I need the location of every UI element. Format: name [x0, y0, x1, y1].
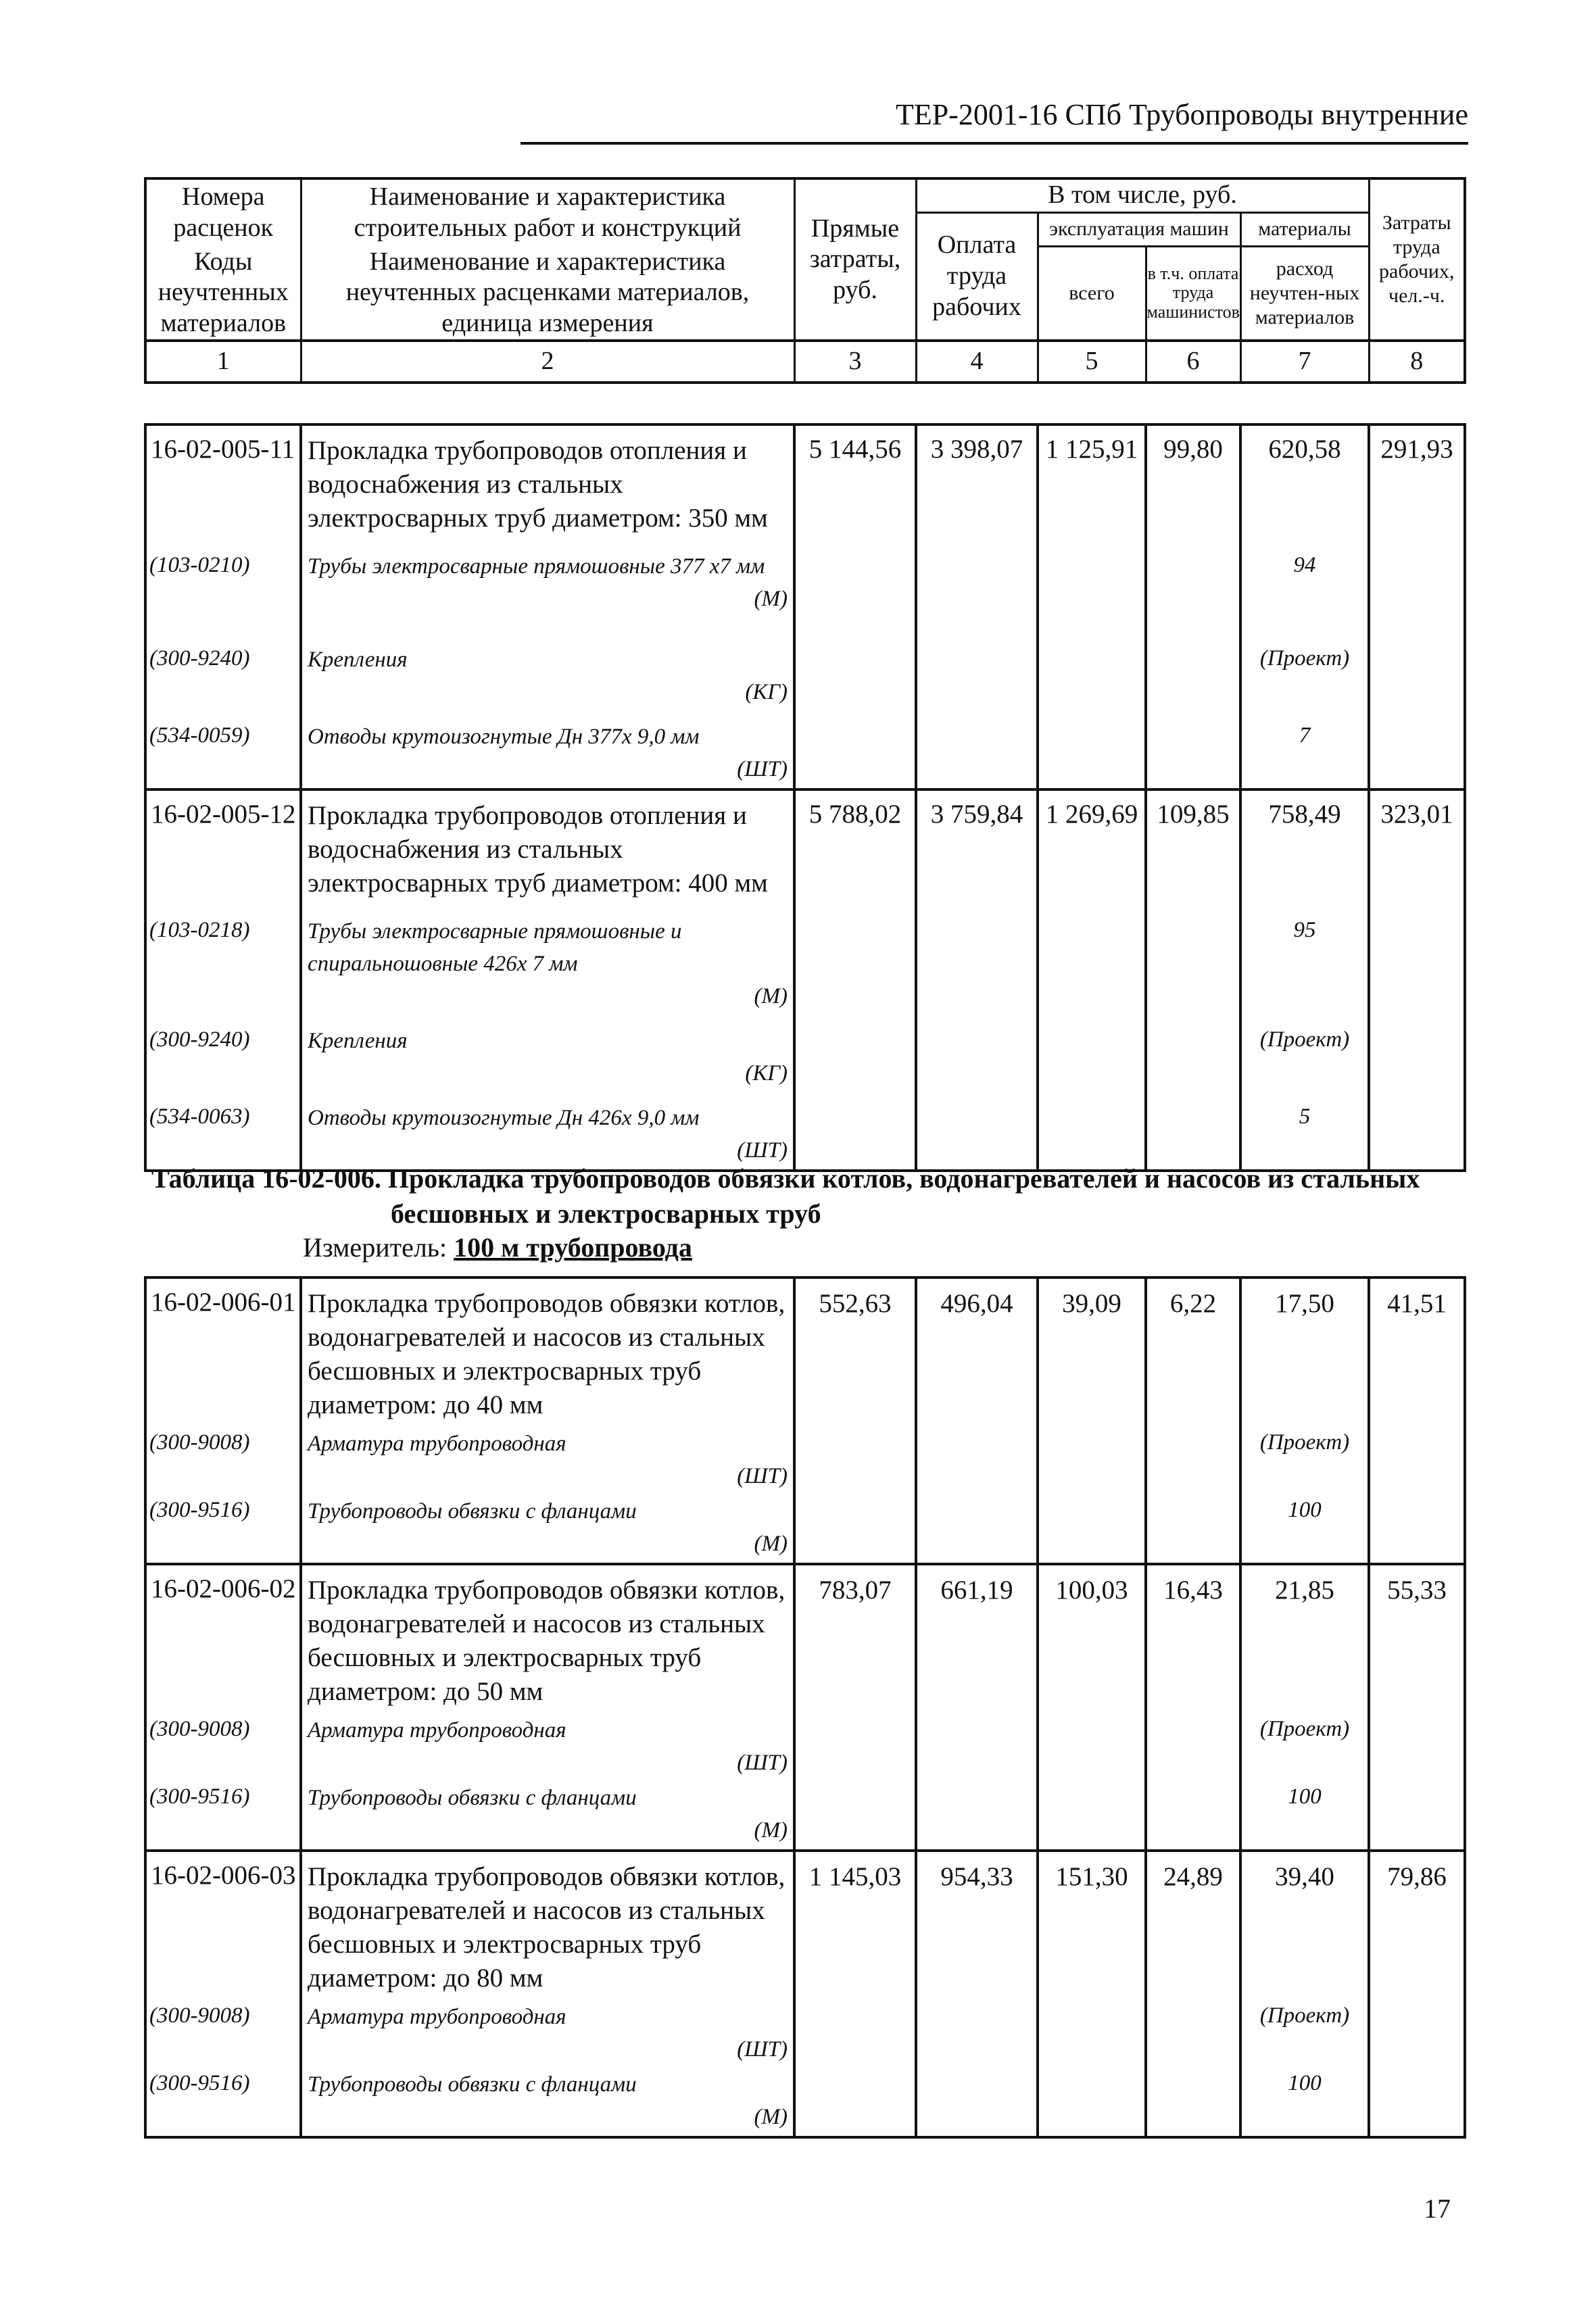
material-code: (300-9008) [145, 2001, 301, 2068]
material-qty: 5 [1240, 1092, 1369, 1171]
meter-label: Измеритель: [303, 1232, 448, 1263]
material-name: Крепления (КГ) [301, 1015, 794, 1092]
header-rate-numbers: Номера расценок [145, 178, 301, 246]
material-qty: (Проект) [1240, 1015, 1369, 1092]
material-code: (534-0063) [145, 1092, 301, 1171]
material-code: (103-0218) [145, 906, 301, 1015]
machines-total: 1 125,91 [1038, 424, 1146, 541]
header-materials: материалы [1240, 212, 1369, 246]
material-name: Арматура трубопроводная (ШТ) [301, 2001, 794, 2068]
labor-hours: 291,93 [1369, 424, 1465, 541]
material-qty: 94 [1240, 541, 1369, 634]
rate-name: Прокладка трубопроводов отопления и водоснабжения из стальных электросварных труб диаметром: 400 мм [301, 789, 794, 906]
material-name: Отводы крутоизогнутые Дн 426х 9,0 мм (ШТ) [301, 1092, 794, 1171]
column-number: 6 [1146, 341, 1240, 383]
material-name: Трубы электросварные прямошовные и спиральношовные 426х 7 мм (М) [301, 906, 794, 1015]
material-unit: (М) [754, 1532, 788, 1556]
material-qty: (Проект) [1240, 634, 1369, 711]
resource-row [145, 634, 1465, 711]
header-labor-hours: Затраты труда рабочих, чел.-ч. [1369, 178, 1465, 341]
machinist-pay: 109,85 [1146, 789, 1240, 906]
labor-hours: 55,33 [1369, 1564, 1465, 1714]
caption-line: бесшовных и электросварных труб [391, 1198, 821, 1229]
rate-name: Прокладка трубопроводов отопления и водоснабжения из стальных электросварных труб диаметром: 350 мм [301, 424, 794, 541]
material-name: Трубопроводы обвязки с фланцами (М) [301, 2068, 794, 2137]
resource-row [145, 906, 1465, 1015]
header-material-names: Наименование и характеристика неучтенных расценками материалов, единица измерения [301, 246, 794, 341]
machines-total: 1 269,69 [1038, 789, 1146, 906]
resource-row [145, 541, 1465, 634]
resource-row [145, 2001, 1465, 2068]
header-machines-total: всего [1038, 246, 1146, 341]
material-code: (300-9240) [145, 1015, 301, 1092]
header-unaccounted-materials: расход неучтен-ных материалов [1240, 246, 1369, 341]
material-name: Трубы электросварные прямошовные 377 х7 мм (М) [301, 541, 794, 634]
material-unit: (ШТ) [737, 757, 788, 781]
document-title: ТЕР-2001-16 СПб Трубопроводы внутренние [896, 98, 1468, 131]
material-code: (300-9516) [145, 1495, 301, 1564]
material-name: Отводы крутоизогнутые Дн 377х 9,0 мм (ШТ) [301, 711, 794, 789]
material-code: (534-0059) [145, 711, 301, 789]
column-number: 1 [145, 341, 301, 383]
labor-pay: 3 398,07 [916, 424, 1038, 541]
machinist-pay: 99,80 [1146, 424, 1240, 541]
material-qty: 7 [1240, 711, 1369, 789]
material-name: Арматура трубопроводная (ШТ) [301, 1714, 794, 1782]
column-number: 3 [794, 341, 916, 383]
table-row [145, 1277, 1465, 1428]
rate-name: Прокладка трубопроводов обвязки котлов, водонагревателей и насосов из стальных бесшовных и электросварных труб диаметром: до 80 мм [301, 1851, 794, 2001]
page-header [521, 88, 1468, 145]
labor-pay: 661,19 [916, 1564, 1038, 1714]
machinist-pay: 6,22 [1146, 1277, 1240, 1428]
table-row [145, 1851, 1465, 2001]
rate-code: 16-02-006-02 [145, 1564, 301, 1714]
resource-row [145, 1428, 1465, 1495]
material-unit: (М) [754, 587, 788, 611]
material-unit: (М) [754, 2105, 788, 2129]
material-qty: (Проект) [1240, 1428, 1369, 1495]
rate-code: 16-02-005-12 [145, 789, 301, 906]
table-caption [151, 1161, 1436, 1232]
material-name: Крепления (КГ) [301, 634, 794, 711]
labor-hours: 79,86 [1369, 1851, 1465, 2001]
column-number: 5 [1038, 341, 1146, 383]
material-name: Арматура трубопроводная (ШТ) [301, 1428, 794, 1495]
material-unit: (ШТ) [737, 1138, 788, 1163]
material-code: (300-9008) [145, 1714, 301, 1782]
material-unit: (М) [754, 984, 788, 1008]
material-unit: (ШТ) [737, 1751, 788, 1775]
header-work-name: Наименование и характеристика строительных работ и конструкций [301, 178, 794, 246]
rates-table-16-02-006 [144, 1276, 1466, 2139]
direct-costs: 5 144,56 [794, 424, 916, 541]
material-name: Трубопроводы обвязки с фланцами (М) [301, 1782, 794, 1851]
rate-code: 16-02-005-11 [145, 424, 301, 541]
column-number: 7 [1240, 341, 1369, 383]
material-code: (300-9008) [145, 1428, 301, 1495]
material-qty: 100 [1240, 2068, 1369, 2137]
material-qty: 100 [1240, 1782, 1369, 1851]
resource-row [145, 711, 1465, 789]
header-direct-costs: Прямые затраты, руб. [794, 178, 916, 341]
material-unit: (М) [754, 1818, 788, 1843]
direct-costs: 1 145,03 [794, 1851, 916, 2001]
rates-table-16-02-005 [144, 423, 1466, 1172]
header-machinist-pay: в т.ч. оплата труда машинистов [1146, 246, 1240, 341]
material-qty: (Проект) [1240, 1714, 1369, 1782]
labor-hours: 323,01 [1369, 789, 1465, 906]
materials-cost: 620,58 [1240, 424, 1369, 541]
header-material-codes: Коды неучтенных материалов [145, 246, 301, 341]
header-including: В том числе, руб. [916, 178, 1369, 212]
resource-row [145, 1092, 1465, 1171]
rate-name: Прокладка трубопроводов обвязки котлов, водонагревателей и насосов из стальных бесшовных и электросварных труб диаметром: до 40 мм [301, 1277, 794, 1428]
meter-value: 100 м трубопровода [454, 1232, 692, 1263]
table-row [145, 1564, 1465, 1714]
rate-code: 16-02-006-01 [145, 1277, 301, 1428]
material-qty: (Проект) [1240, 2001, 1369, 2068]
rate-name: Прокладка трубопроводов обвязки котлов, водонагревателей и насосов из стальных бесшовных и электросварных труб диаметром: до 50 мм [301, 1564, 794, 1714]
column-number: 8 [1369, 341, 1465, 383]
resource-row [145, 1495, 1465, 1564]
machines-total: 100,03 [1038, 1564, 1146, 1714]
material-unit: (ШТ) [737, 2037, 788, 2062]
caption-line: Таблица 16-02-006. Прокладка трубопроводов обвязки котлов, водонагревателей и насосов из стальных [151, 1163, 1420, 1194]
page-number: 17 [1424, 2193, 1451, 2224]
material-unit: (ШТ) [737, 1464, 788, 1488]
labor-pay: 954,33 [916, 1851, 1038, 2001]
materials-cost: 758,49 [1240, 789, 1369, 906]
column-number: 4 [916, 341, 1038, 383]
machinist-pay: 24,89 [1146, 1851, 1240, 2001]
direct-costs: 552,63 [794, 1277, 916, 1428]
material-qty: 95 [1240, 906, 1369, 1015]
material-qty: 100 [1240, 1495, 1369, 1564]
column-number: 2 [301, 341, 794, 383]
material-code: (103-0210) [145, 541, 301, 634]
material-unit: (КГ) [745, 680, 788, 704]
resource-row [145, 1015, 1465, 1092]
direct-costs: 5 788,02 [794, 789, 916, 906]
resource-row [145, 1714, 1465, 1782]
labor-hours: 41,51 [1369, 1277, 1465, 1428]
materials-cost: 39,40 [1240, 1851, 1369, 2001]
material-unit: (КГ) [745, 1061, 788, 1086]
material-code: (300-9516) [145, 2068, 301, 2137]
resource-row [145, 2068, 1465, 2137]
direct-costs: 783,07 [794, 1564, 916, 1714]
table-header [144, 177, 1466, 384]
labor-pay: 496,04 [916, 1277, 1038, 1428]
rate-code: 16-02-006-03 [145, 1851, 301, 2001]
machines-total: 39,09 [1038, 1277, 1146, 1428]
header-machines: эксплуатация машин [1038, 212, 1240, 246]
material-code: (300-9516) [145, 1782, 301, 1851]
materials-cost: 17,50 [1240, 1277, 1369, 1428]
machines-total: 151,30 [1038, 1851, 1146, 2001]
table-row [145, 424, 1465, 541]
material-code: (300-9240) [145, 634, 301, 711]
measurement-unit [303, 1232, 692, 1263]
header-labor-pay: Оплата труда рабочих [916, 212, 1038, 341]
materials-cost: 21,85 [1240, 1564, 1369, 1714]
material-name: Трубопроводы обвязки с фланцами (М) [301, 1495, 794, 1564]
table-row [145, 789, 1465, 906]
machinist-pay: 16,43 [1146, 1564, 1240, 1714]
labor-pay: 3 759,84 [916, 789, 1038, 906]
resource-row [145, 1782, 1465, 1851]
